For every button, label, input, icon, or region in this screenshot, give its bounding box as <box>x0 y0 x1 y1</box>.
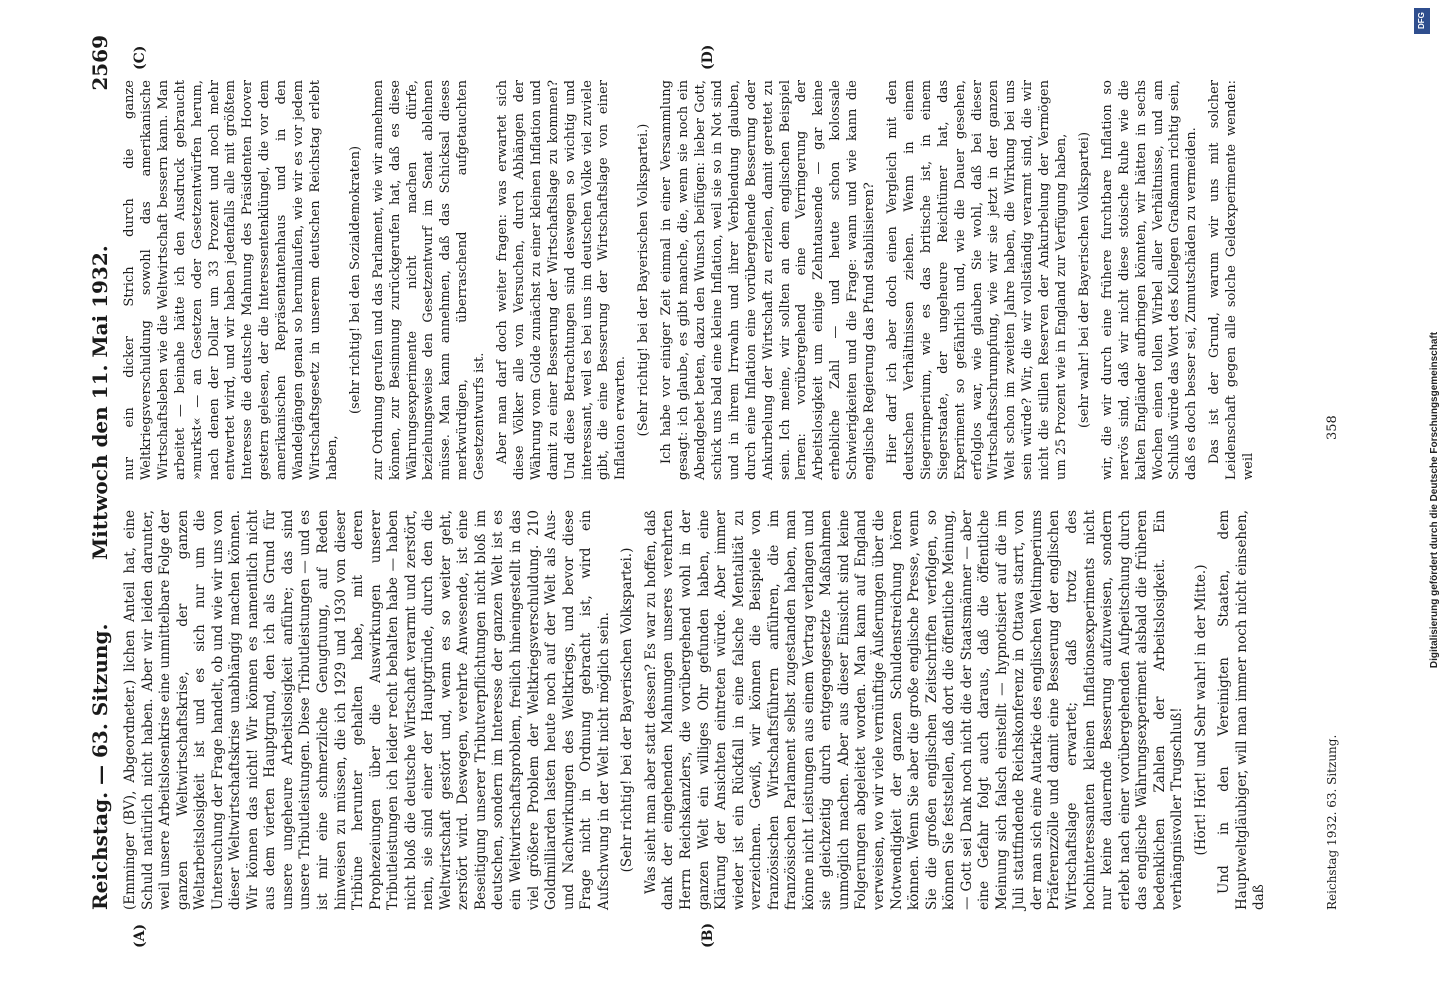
right-paragraph: Aber man darf doch weiter fragen: was erwartet sich diese Völker alle von Versuchen, durch Abhängen der Währung vom Golde zunächst zu einer kleinen Inflation und damit zu einer Besserung der Wirtschaftslage zu kommen? Und diese Betrachtungen sind deswegen so wichtig und interessant, weil es bei uns im deutschen Volke viel zuviele gibt, die eine Besserung der Wirtschaftslage von einer Inflation erwarten. <box>495 80 629 480</box>
right-paragraph: wir, die wir durch eine frühere furchtbare Inflation so nervös sind, daß wir nicht diese stoische Ruhe wie die kalten Engländer aufbringen könnten, wir hätten in sechs Wochen einen tollen Wirbel aller Verhältnisse, und am Schluß würde das Wort des Kollegen Graßmann richtig sein, daß es doch besser sei, Zumutschäden zu vermeiden. <box>1099 80 1200 480</box>
margin-d: (D) <box>700 44 716 70</box>
right-column <box>122 80 1264 480</box>
margin-a: (A) <box>132 923 148 948</box>
left-paragraph: Und in den Vereinigten Staaten, dem Hauptweltgläubiger, will man immer noch nicht einsehen, daß <box>1216 510 1268 910</box>
interjection: (Sehr richtig! bei der Bayerischen Volkspartei.) <box>636 123 652 437</box>
left-paragraph: Was sieht man aber statt dessen? Es war zu hoffen, daß dank der eingehenden Mahnungen unseres verehrten Herrn Reichskanzlers, die vorübergehend wohl in der ganzen Welt ein williges Ohr gefunden haben, eine Klärung der Ansichten eintreten würde. Aber immer wieder ist ein Rückfall in eine falsche Mentalität zu verzeichnen. Gewiß, wir können die Beispiele von französischen Wirtschaftsführern anführen, die im französischen Parlament selbst zugestanden haben, man könne nicht Leistungen aus einem Vertrag verlangen und sie gleichzeitig durch entgegengesetzte Maßnahmen unmöglich machen. Aber aus dieser Einsicht sind keine Folgerungen abgeleitet worden. Man kann auf England verweisen, wo wir viele vernünftige Äußerungen über die Notwendigkeit der ganzen Schuldenstreichung hören können. Wenn Sie aber die große englische Presse, wenn Sie die großen englischen Zeitschriften verfolgen, so können Sie feststellen, daß dort die öffentliche Meinung, — Gott sei Dank noch nicht die der Staatsmänner — aber eine Gefahr folgt auch daraus, daß die öffentliche Meinung sich falsch einstellt — hypnotisiert auf die im Juli stattfindende Reichskonferenz in Ottawa starrt, von der man sich eine Autarkie des englischen Weltimperiums Präferenzzölle und damit eine Besserung der englischen Wirtschaftslage erwartet; daß trotz des hochinteressanten kleinen Inflationsexperiments nicht nur keine dauernde Besserung aufzuweisen, sondern erlebt nach einer vorübergehenden Aufpeitschung durch das englische Währungsexperiment alsbald die früheren bedenklichen Zahlen der Arbeitslosigkeit. Ein verhängnisvoller Trugschluß! <box>642 510 1186 910</box>
header-date: Mittwoch den 11. Mai 1932. <box>88 245 112 560</box>
margin-b: (B) <box>700 922 716 948</box>
interjection: (Hört! Hört! und Sehr wahr! in der Mitte.) <box>1192 564 1209 856</box>
page-number: 2569 <box>88 35 112 91</box>
right-paragraph: Das ist der Grund, warum wir uns mit solcher Leidenschaft gegen alle solche Geldexperimente wenden: weil <box>1207 80 1257 480</box>
left-column <box>122 510 1275 910</box>
dfg-logo-icon: DFG <box>1414 8 1430 34</box>
interjection: (Sehr richtig! bei der Bayerischen Volkspartei.) <box>619 547 636 873</box>
right-paragraph: Hier darf ich aber doch einen Vergleich mit den deutschen Verhältnissen ziehen. Wenn in einem Siegerimperium, wie es das britische ist, in einem Siegerstaate, der ungeheure Reichtümer hat, das Experiment so gefährlich und, wie die Dauer gesehen, erfolglos war, wie glauben Sie wohl, daß bei dieser Wirtschaftsschrumpfung, wie wir sie jetzt in der ganzen Welt schon im zweiten Jahre haben, die Wirkung bei uns sein würde? Wir, die wir vollständig verarmt sind, die wir nicht die stillen Reserven der Ankurbelung der Vermögen um 25 Prozent wie in England zur Verfügung haben, <box>884 80 1070 480</box>
header-session: Reichstag. — 63. Sitzung. <box>88 623 112 910</box>
margin-c: (C) <box>132 45 148 70</box>
left-paragraph: (Emminger (BV), Abgeordneter.) lichen Anteil hat, eine Schuld natürlich nicht haben. Aber wir leiden darunter, weil unsere Arbeitslosenkrise eine unmittelbare Folge der ganzen Weltwirtschaftskrise, der ganzen Weltarbeitslosigkeit ist und es sich nur um die Untersuchung der Frage handelt, ob und wie wir uns von dieser Weltwirtschaftskrise unabhängig machen können. Wir können das nicht! Wir können es namentlich nicht aus dem vierten Hauptgrund, den ich als Grund für unsere ungeheure Arbeitslosigkeit anführe; das sind unsere Tributleistungen. Diese Tributleistungen — und es ist mir eine schmerzliche Genugtuung, auf Reden hinweisen zu müssen, die ich 1929 und 1930 von dieser Tribüne herunter gehalten habe, mit deren Prophezeiungen über die Auswirkungen unserer Tributleistungen ich leider recht behalten habe — haben nicht bloß die deutsche Wirtschaft verarmt und zerstört, nein, sie sind einer der Hauptgründe, durch den die Weltwirtschaft gestört und, wenn es so weiter geht, zerstört wird. Deswegen, verehrte Anwesende, ist eine Beseitigung unserer Tributverpflichtungen nicht bloß im deutschen, sondern im Interesse der ganzen Welt ist es ein Weltwirtschaftsproblem, freilich hineingestellt in das viel größere Problem der Weltkriegsverschuldung. 210 Goldmilliarden lasten heute noch auf der Welt als Aus- und Nachwirkungen des Weltkriegs, und bevor diese Frage nicht in Ordnung gebracht ist, wird ein Aufschwung in der Welt nicht möglich sein. <box>122 510 612 910</box>
footer-left: Reichstag 1932. 63. Sitzung. <box>1325 734 1339 910</box>
right-paragraph: Ich habe vor einiger Zeit einmal in einer Versammlung gesagt: ich glaube, es gibt manche, die, wenn sie noch ein Abendgebet beten, dazu den Wunsch beifügen: lieber Gott, schick uns bald eine kleine Inflation, weil sie so in Not sind und in ihrem Irrwahn und ihrer Verblendung glauben, durch eine Inflation eine vorübergehende Besserung oder Ankurbelung der Wirtschaft zu erzielen, damit gerettet zu sein. Ich meine, wir sollten an dem englischen Beispiel lernen: vorübergehend eine Verringerung der Arbeitslosigkeit um einige Zehntausende — gar keine erhebliche Zahl — und heute schon kolossale Schwierigkeiten und die Frage: wann und wie kann die englische Regierung das Pfund stabilisieren? <box>659 80 878 480</box>
right-paragraph: zur Ordnung gerufen und das Parlament, wie wir annehmen können, zur Besinnung zurückgerufen hat, daß es diese Währungsexperimente nicht machen dürfe, beziehungsweise den Gesetzentwurf im Senat ablehnen müsse. Man kann annehmen, daß das Schicksal dieses merkwürdigen, überraschend aufgetauchten Gesetzentwurfs ist. <box>370 80 488 480</box>
interjection: (sehr wahr! bei der Bayerischen Volkspartei) <box>1076 131 1092 429</box>
dfg-credit: Digitalisierung gefördert durch die Deutsche Forschungsgemeinschaft <box>1429 331 1440 669</box>
right-paragraph: nur ein dicker Strich durch die ganze Weltkriegsverschuldung sowohl das amerikanische Wirtschaftsleben wie die Weltwirtschaft bessern kann. Man arbeitet — beinahe hätte ich den Ausdruck gebraucht »murkst« — an Gesetzen oder Gesetzentwürfen herum, nach denen der Dollar um 33 Prozent und noch mehr entwertet wird, und wir haben jedenfalls alle mit größtem Interesse die deutsche Mahnung des Präsidenten Hoover gestern gelesen, der die Interessentenklüngel, die vor dem amerikanischen Repräsentantenhaus und in den Wandelgängen genau so herumlaufen, wie wir es vor jedem Wirtschaftsgesetz in unserem deutschen Reichstag erlebt haben, <box>122 80 340 480</box>
interjection: (sehr richtig! bei den Sozialdemokraten) <box>347 145 363 415</box>
footer-page: 358 <box>1325 415 1340 440</box>
